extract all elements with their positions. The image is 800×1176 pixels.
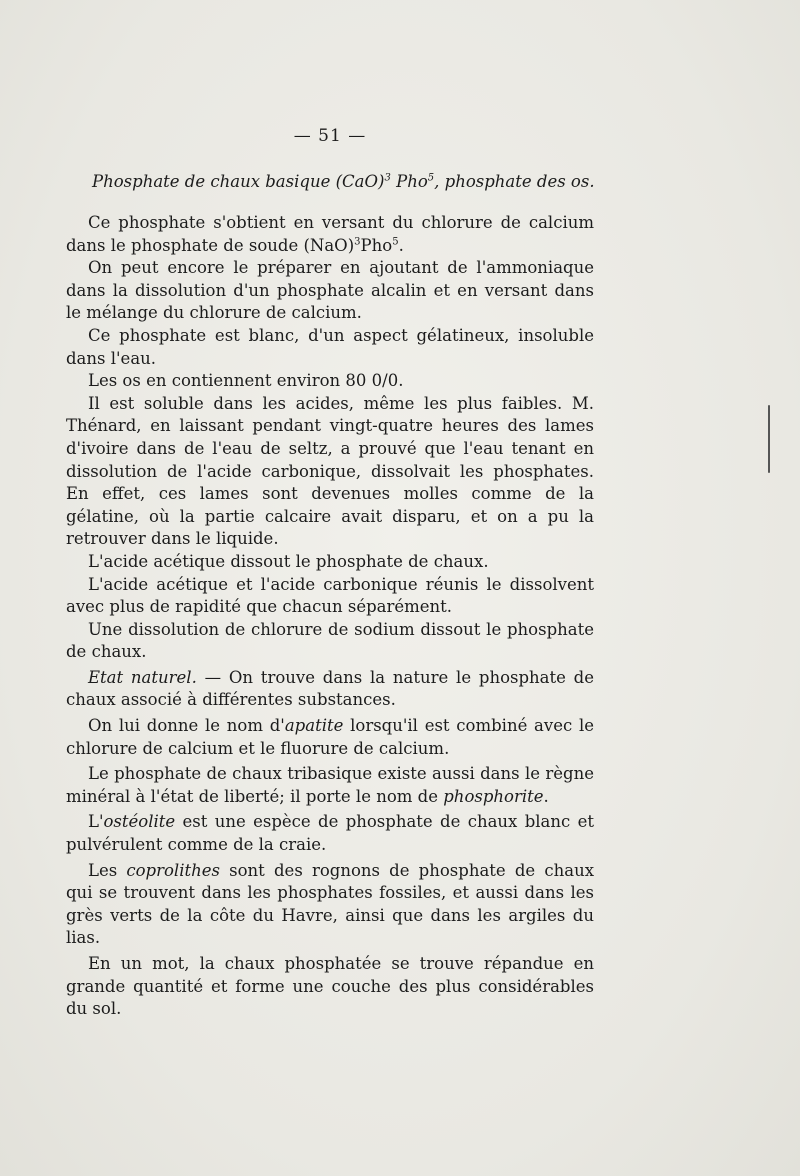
paragraph-12	[66, 811, 594, 856]
paragraph-13-text-a: Les	[88, 860, 127, 880]
paragraph-11-text-b: .	[543, 786, 549, 806]
paragraph-12-text-a: L'	[88, 812, 104, 832]
paragraph-10-text-b: lorsqu'il est combiné avec le chlorure de calcium et le fluorure de calcium.	[66, 716, 594, 758]
paragraph-1-sup-1: 3	[354, 236, 361, 248]
paragraph-11	[66, 763, 594, 808]
paragraph-2: On peut encore le préparer en ajoutant de l'ammoniaque dans la dissolution d'un phosphate alcalin et en versant dans le mélange du chlorure de calcium.	[66, 258, 594, 323]
paragraph-9-text: — On trouve dans la nature le phosphate de chaux associé à différentes substances.	[66, 667, 594, 710]
paragraph-13-emphasis: coprolithes	[126, 860, 220, 880]
paragraph-9	[66, 667, 594, 712]
title-text-3: , phosphate des os.	[434, 172, 595, 191]
paragraph-1-text-b: Pho	[360, 235, 393, 255]
page-number: — 51 —	[293, 126, 367, 146]
paragraph-10	[66, 715, 594, 760]
margin-mark	[768, 405, 770, 473]
paragraph-10-emphasis: apatite	[284, 716, 344, 736]
paragraph-6: L'acide acétique dissout le phosphate de chaux.	[88, 551, 489, 571]
title-text-2: Pho	[396, 172, 428, 191]
paragraph-11-emphasis: phosphorite	[443, 786, 544, 806]
paragraph-3: Ce phosphate est blanc, d'un aspect gélatineux, insoluble dans l'eau.	[66, 325, 594, 368]
paragraph-10-text-a: On lui donne le nom d'	[88, 716, 285, 736]
paragraph-13-text-b: sont des rognons de phosphate de chaux qui se trouvent dans les phosphates fossiles, et aussi dans les grès verts de la côte du Havre, ainsi que dans les argiles du lias.	[66, 860, 595, 948]
paragraph-14: En un mot, la chaux phosphatée se trouve répandue en grande quantité et forme une couche des plus considérables du sol.	[66, 954, 594, 1019]
paragraph-8: Une dissolution de chlorure de sodium dissout le phosphate de chaux.	[66, 619, 594, 662]
paragraph-1-text-a: Ce phosphate s'obtient en versant du chlorure de calcium dans le phosphate de soude (NaO)	[66, 213, 594, 255]
paragraph-5: Il est soluble dans les acides, même les plus faibles. M. Thénard, en laissant pendant vingt-quatre heures des lames d'ivoire dans de l'eau de seltz, a prouvé que l'eau tenant en dissolution de l'acide carbonique, dissolvait les phosphates. En effet, ces lames sont devenues molles comme de la gélatine, où la partie calcaire avait disparu, et on a pu la retrouver dans le liquide.	[66, 393, 594, 549]
paragraph-9-emphasis: Etat naturel.	[88, 667, 197, 687]
paragraph-1-text-c: .	[398, 235, 404, 255]
title-text-1: Phosphate de chaux basique (CaO)	[92, 172, 385, 191]
paragraph-12-emphasis: ostéolite	[103, 812, 176, 832]
paragraph-7: L'acide acétique et l'acide carbonique réunis le dissolvent avec plus de rapidité que chacun séparément.	[66, 574, 594, 617]
paragraph-11-text-a: Le phosphate de chaux tribasique existe aussi dans le règne minéral à l'état de liberté; il porte le nom de	[66, 764, 594, 806]
paragraph-1-sup-2: 5	[392, 236, 399, 248]
section-title	[92, 172, 652, 191]
title-superscript-1: 3	[384, 172, 391, 184]
body-text	[66, 212, 594, 1021]
title-superscript-2: 5	[427, 172, 435, 184]
paragraph-1	[66, 212, 594, 257]
paragraph-12-text-b: est une espèce de phosphate de chaux blanc et pulvérulent comme de la craie.	[66, 812, 594, 855]
paragraph-4: Les os en contiennent environ 80 0/0.	[88, 371, 404, 391]
paragraph-13	[66, 860, 594, 950]
